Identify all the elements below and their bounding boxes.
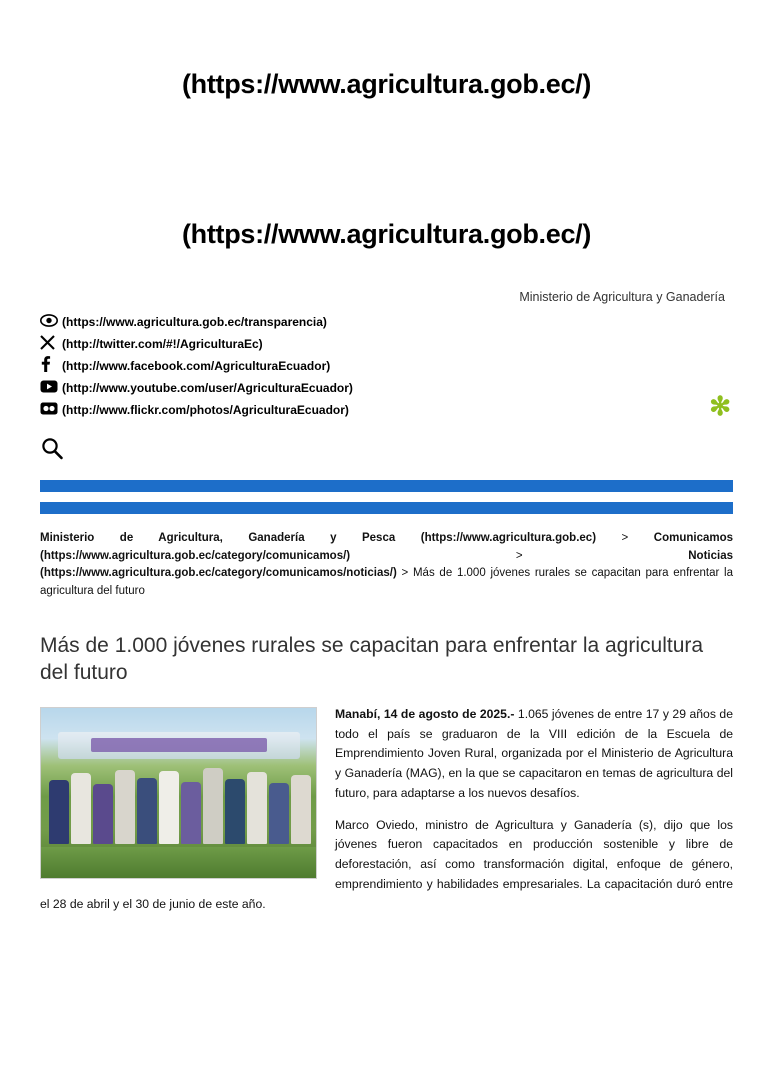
social-link-facebook[interactable] [40, 356, 733, 376]
flickr-icon [40, 402, 62, 418]
social-link-flickr[interactable] [40, 400, 733, 420]
page-title: Más de 1.000 jóvenes rurales se capacitan para enfrentar la agricultura del futuro [40, 634, 704, 684]
breadcrumb-separator: > [350, 549, 689, 562]
photo-ground [41, 847, 316, 878]
social-links-list [40, 312, 733, 420]
blue-bar-top [40, 480, 733, 492]
article-paragraph-2: Marco Oviedo, ministro de Agricultura y Ganadería (s), dijo que los jóvenes fueron capacitados en producción sostenible y libre de deforestación, así como transformación digital, enfoque de género, emprendimiento y habilidades empresariales. La capacitación duró entre el 28 de abril y el 30 de junio de este año. [40, 817, 733, 911]
photo-banner [91, 738, 267, 752]
social-link-label: (https://www.agricultura.gob.ec/transparencia) [62, 314, 327, 329]
social-link-twitter[interactable] [40, 334, 733, 354]
search-icon[interactable] [40, 436, 64, 460]
twitter-x-icon [40, 335, 62, 353]
decorative-blue-bars [40, 480, 733, 514]
social-link-youtube[interactable] [40, 378, 733, 398]
breadcrumb-separator: > [596, 531, 654, 544]
social-link-label: (http://twitter.com/#!/AgriculturaEc) [62, 336, 263, 351]
brand-link-primary[interactable]: (https://www.agricultura.gob.ec/) [181, 69, 592, 99]
breadcrumb-item-site[interactable]: Ministerio de Agricultura, Ganadería y Pesca (https://www.agricultura.gob.ec) [40, 531, 597, 544]
article-body [40, 705, 733, 915]
social-link-label: (http://www.flickr.com/photos/AgriculturaEcuador) [62, 402, 349, 417]
page-root [0, 68, 773, 1068]
article-image [40, 707, 317, 879]
blue-bar-bottom [40, 502, 733, 514]
youtube-icon [40, 380, 62, 396]
breadcrumb [40, 530, 733, 601]
eye-icon [40, 314, 62, 330]
brand-link-secondary[interactable]: (https://www.agricultura.gob.ec/) [181, 219, 592, 250]
breadcrumb-item-category[interactable]: Comunicamos (https://www.agricultura.gob.ec/category/comunicamos/) [40, 531, 734, 562]
social-link-transparencia[interactable] [40, 312, 733, 332]
breadcrumb-item-subcategory[interactable]: Noticias (https://www.agricultura.gob.ec/category/comunicamos/noticias/) [40, 549, 733, 580]
facebook-icon [40, 356, 62, 375]
breadcrumb-item-current: Más de 1.000 jóvenes rurales se capacitan para enfrentar la agricultura del futuro [40, 567, 733, 598]
social-link-label: (http://www.facebook.com/AgriculturaEcuador) [62, 358, 331, 373]
breadcrumb-separator: > [396, 567, 413, 580]
ministry-row [40, 288, 733, 306]
ministry-name: Ministerio de Agricultura y Ganadería [519, 289, 725, 304]
social-link-label: (http://www.youtube.com/user/AgriculturaEcuador) [62, 380, 353, 395]
asterisk-icon: ✻ [709, 391, 731, 421]
photo-people [41, 755, 316, 843]
article-dateline: Manabí, 14 de agosto de 2025.- [335, 706, 515, 721]
search-button[interactable] [40, 436, 733, 462]
article-paragraph-1-text: 1.065 jóvenes de entre 17 y 29 años de todo el país se graduaron de la VIII edición de la Escuela de Emprendimiento Joven Rural, organizada por el Ministerio de Agricultura y Ganadería (MAG), en la que se capacitaron en temas de agricultura del futuro, para adaptarse a los nuevos desafíos. [335, 706, 733, 800]
